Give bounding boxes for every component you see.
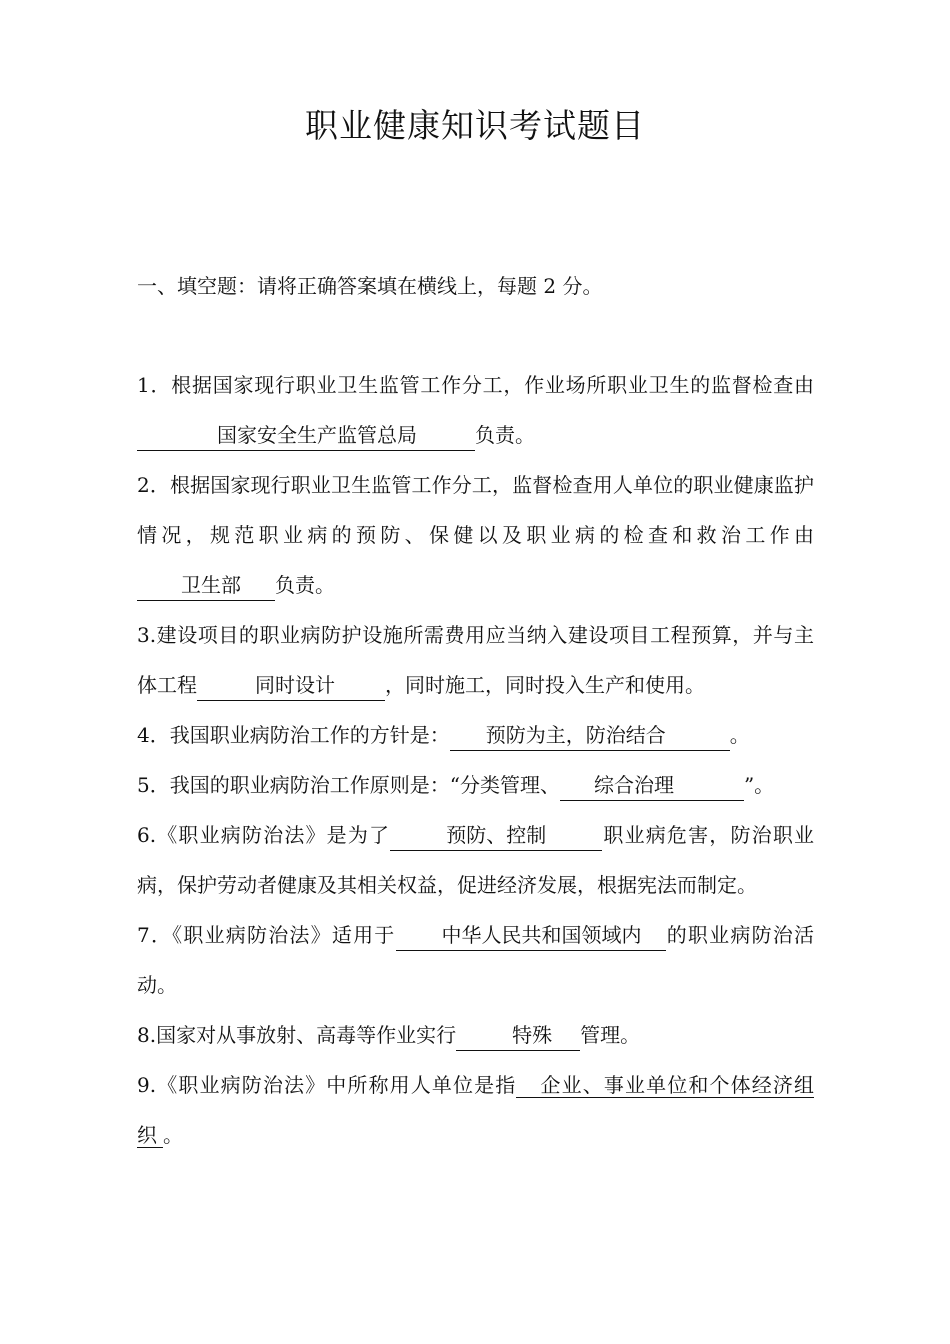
answer-blank: 卫生部 bbox=[137, 570, 275, 601]
question-text: 负责。 bbox=[475, 423, 535, 447]
question-text: 管理。 bbox=[580, 1023, 641, 1047]
question-text: 6.《职业病防治法》是为了 bbox=[137, 823, 391, 847]
answer-blank: 企业、事业单位和个体经济组织 bbox=[137, 1073, 814, 1147]
question-text: ，同时施工，同时投入生产和使用。 bbox=[385, 673, 705, 697]
question-text: 1．根据国家现行职业卫生监管工作分工，作业场所职业卫生的监督检查由 bbox=[137, 373, 814, 397]
question-5 bbox=[137, 760, 814, 810]
question-text: 3.建设项目的职业病防护设施所需费用应当纳入建设项目工程预算，并与主体工程 bbox=[137, 623, 814, 697]
section-heading: 一、填空题：请将正确答案填在横线上，每题 2 分。 bbox=[137, 274, 603, 298]
answer-blank: 预防为主，防治结合 bbox=[450, 720, 730, 751]
answer-blank: 同时设计 bbox=[197, 670, 385, 701]
question-text: 职业病危害，防治职业病，保护劳动者健康及其相关权益，促进经济发展，根据宪法而制定。 bbox=[137, 823, 814, 897]
question-text: ”。 bbox=[743, 773, 775, 797]
answer-blank: 预防、控制 bbox=[390, 820, 602, 851]
question-text: 2．根据国家现行职业卫生监管工作分工，监督检查用人单位的职业健康监护情况，规范职业病的预防、保健以及职业病的检查和救治工作由 bbox=[137, 473, 814, 547]
question-9 bbox=[137, 1060, 814, 1160]
question-text: 7．《职业病防治法》适用于 bbox=[137, 923, 396, 947]
question-3 bbox=[137, 610, 814, 710]
question-text: 。 bbox=[729, 723, 750, 747]
question-text: 4．我国职业病防治工作的方针是： bbox=[137, 723, 450, 747]
answer-blank: 中华人民共和国领域内 bbox=[396, 920, 666, 951]
answer-blank: 特殊 bbox=[456, 1020, 580, 1051]
question-text: 的职业病防治活动。 bbox=[137, 923, 814, 997]
question-text: 负责。 bbox=[275, 573, 335, 597]
answer-blank: 综合治理 bbox=[560, 770, 744, 801]
document-title: 职业健康知识考试题目 bbox=[305, 106, 645, 145]
question-text: 9.《职业病防治法》中所称用人单位是指 bbox=[137, 1073, 517, 1097]
answer-blank: 国家安全生产监管总局 bbox=[137, 420, 475, 451]
question-6 bbox=[137, 810, 814, 910]
question-list bbox=[137, 360, 814, 1160]
question-4 bbox=[137, 710, 814, 760]
question-1 bbox=[137, 360, 814, 460]
question-text: 8.国家对从事放射、高毒等作业实行 bbox=[137, 1023, 457, 1047]
question-8 bbox=[137, 1010, 814, 1060]
question-text: 5．我国的职业病防治工作原则是：“分类管理、 bbox=[137, 773, 560, 797]
question-7 bbox=[137, 910, 814, 1010]
question-text: 。 bbox=[163, 1123, 183, 1147]
question-2 bbox=[137, 460, 814, 610]
